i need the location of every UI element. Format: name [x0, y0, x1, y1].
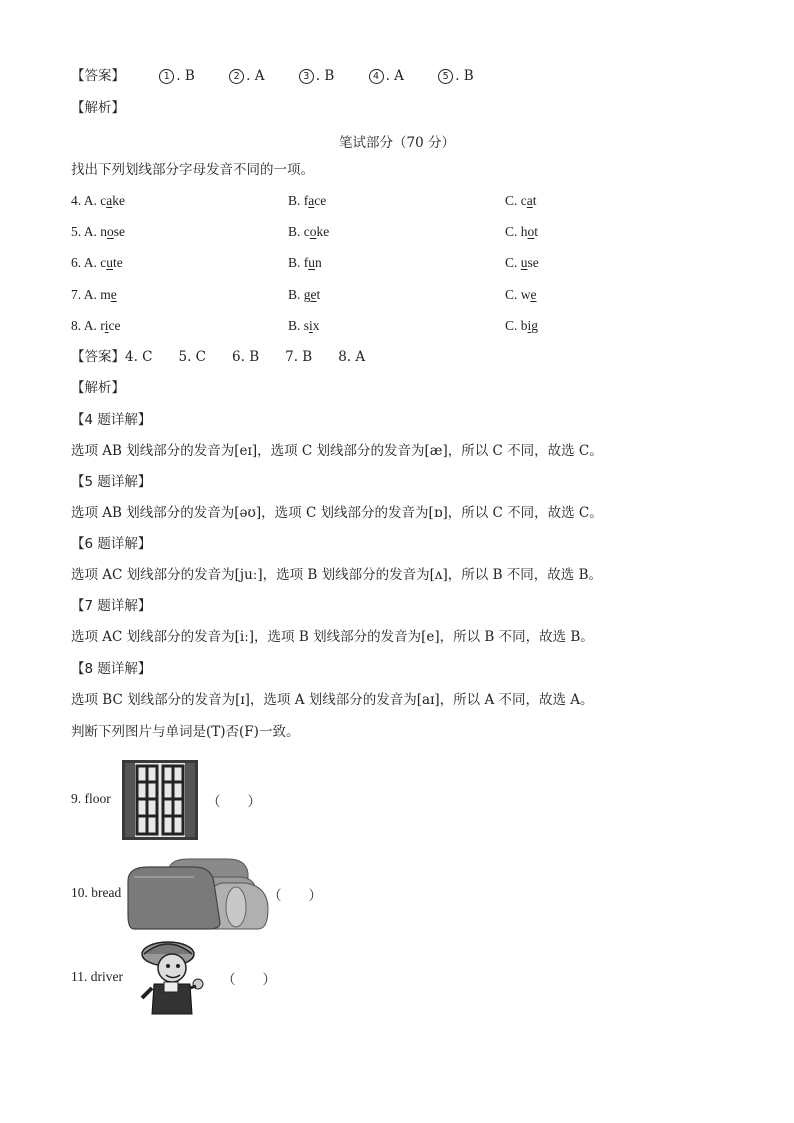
- q6-option-c: C. use: [505, 255, 539, 270]
- q7-option-c: C. we: [505, 287, 537, 302]
- item-11-label: 11. driver: [71, 969, 123, 984]
- detail-7-text: 选项 AC 划线部分的发音为[iː]，选项 B 划线部分的发音为[e]，所以 B 不同，故选 B。: [71, 629, 594, 645]
- q6-option-a: 6. A. cute: [71, 255, 123, 270]
- q7-option-a: 7. A. me: [71, 287, 117, 302]
- detail-7-head: 【7 题详解】: [71, 598, 152, 614]
- detail-8-head: 【8 题详解】: [71, 661, 152, 677]
- answer-6: 6. B: [232, 349, 260, 365]
- q5-option-c: C. hot: [505, 224, 539, 239]
- answer-item-2: 2 . A: [229, 68, 264, 84]
- q4-option-b: B. face: [288, 193, 327, 208]
- analysis-label: 【解析】: [71, 100, 125, 116]
- answer-5: 5. C: [178, 349, 207, 365]
- detail-5-text: 选项 AB 划线部分的发音为[əʊ]，选项 C 划线部分的发音为[ɒ]，所以 C 不同，故选 C。: [71, 505, 603, 521]
- item-10-paren: （ ）: [268, 888, 322, 903]
- answer-label: 【答案】: [71, 68, 125, 84]
- part1-analysis-label: 【解析】: [71, 380, 125, 396]
- q8-option-a: 8. A. rice: [71, 318, 121, 333]
- q5-option-b: B. coke: [288, 224, 330, 239]
- window-icon: [122, 760, 198, 840]
- cartoon-driver-icon: [134, 938, 208, 1016]
- detail-4-text: 选项 AB 划线部分的发音为[eɪ]，选项 C 划线部分的发音为[æ]，所以 C 不同，故选 C。: [71, 443, 603, 459]
- q8-option-c: C. big: [505, 318, 539, 333]
- top-answer-line: [71, 67, 474, 85]
- part1-instruction: 找出下列划线部分字母发音不同的一项。: [71, 162, 314, 178]
- answer-item-3: 3 . B: [299, 68, 335, 84]
- q4-option-a: 4. A. cake: [71, 193, 125, 208]
- item-10-label: 10. bread: [71, 885, 122, 900]
- bread-icon: [124, 857, 270, 931]
- q6-option-b: B. fun: [288, 255, 322, 270]
- q7-option-b: B. get: [288, 287, 321, 302]
- section-title: 笔试部分（70 分）: [339, 135, 455, 151]
- detail-5-head: 【5 题详解】: [71, 474, 152, 490]
- answer-7: 7. B: [285, 349, 313, 365]
- answer-4: 4. C: [125, 349, 153, 365]
- item-9-paren: （ ）: [207, 794, 261, 809]
- detail-6-head: 【6 题详解】: [71, 536, 152, 552]
- answer-item-5: 5 . B: [438, 68, 474, 84]
- item-11-paren: （ ）: [222, 972, 276, 987]
- part1-answer-line: 【答案】4. C 5. C 6. B 7. B 8. A: [71, 349, 366, 365]
- q8-option-b: B. six: [288, 318, 320, 333]
- detail-4-head: 【4 题详解】: [71, 412, 152, 428]
- part2-instruction: 判断下列图片与单词是(T)否(F)一致。: [71, 724, 300, 740]
- answer-8: 8. A: [338, 349, 366, 365]
- detail-6-text: 选项 AC 划线部分的发音为[juː]，选项 B 划线部分的发音为[ʌ]，所以 B 不同，故选 B。: [71, 567, 603, 583]
- q5-option-a: 5. A. nose: [71, 224, 126, 239]
- item-9-label: 9. floor: [71, 791, 111, 806]
- answer-item-4: 4 . A: [369, 68, 404, 84]
- answer-item-1: 1 . B: [159, 68, 195, 84]
- detail-8-text: 选项 BC 划线部分的发音为[ɪ]，选项 A 划线部分的发音为[aɪ]，所以 A 不同，故选 A。: [71, 692, 594, 708]
- q4-option-c: C. cat: [505, 193, 537, 208]
